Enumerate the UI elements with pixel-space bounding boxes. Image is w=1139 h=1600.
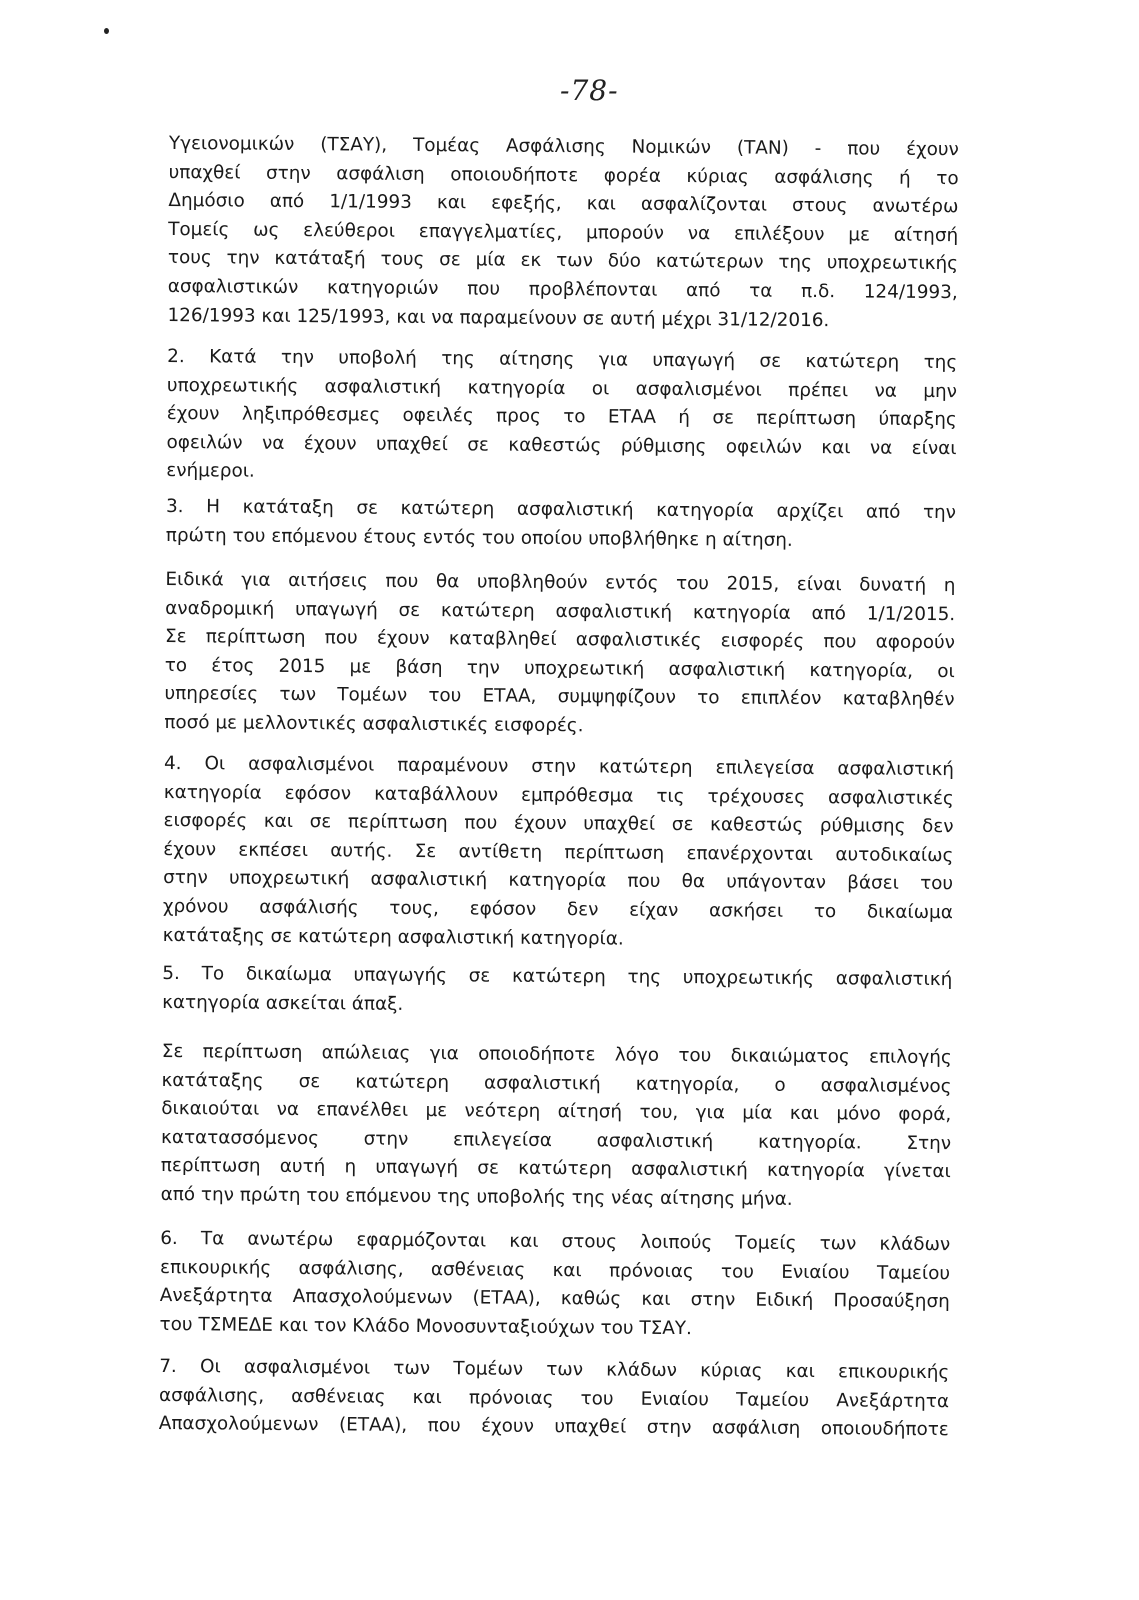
page-number: -78- [560, 74, 619, 107]
text-line: έχουν εκπέσει αυτής. Σε αντίθετη περίπτωση επανέρχονται αυτοδικαίως [163, 838, 954, 866]
text-line: υπηρεσίες των Τομέων του ΕΤΑΑ, συμψηφίζουν το επιπλέον καταβληθέν [164, 683, 955, 711]
text-line: Ανεξάρτητα Απασχολούμενων (ΕΤΑΑ), καθώς και στην Ειδική Προσαύξηση [159, 1285, 950, 1313]
text-line: δικαιούται να επανέλθει με νεότερη αίτησή του, για μία και μόνο φορά, [161, 1098, 952, 1126]
text-line: 2. Κατά την υποβολή της αίτησης για υπαγωγή σε κατώτερη της [167, 345, 958, 374]
text-line: υπαχθεί στην ασφάλιση οποιουδήποτε φορέα κύριας ασφάλισης ή το [168, 161, 959, 189]
text-line: ποσό με μελλοντικές ασφαλιστικές εισφορές. [164, 711, 584, 737]
paragraph [163, 750, 955, 956]
paragraph [161, 1038, 952, 1216]
text-line: κατάταξης σε κατώτερη ασφαλιστική κατηγορία, ο ασφαλισμένος [161, 1069, 952, 1097]
paragraph [166, 493, 956, 556]
paragraph [159, 1225, 950, 1346]
text-line: 5. Το δικαίωμα υπαγωγής σε κατώτερη της υποχρεωτικής ασφαλιστική [162, 962, 953, 991]
text-line: κατατασσόμενος στην επιλεγείσα ασφαλιστική κατηγορία. Στην [160, 1126, 952, 1154]
text-line: 3. Η κατάταξη σε κατώτερη ασφαλιστική κατηγορία αρχίζει από την [165, 495, 957, 524]
text-line: 7. Οι ασφαλισμένοι των Τομέων των κλάδων κύριας και επικουρικής [159, 1355, 950, 1384]
text-line: επικουρικής ασφάλισης, ασθένειας και πρόνοιας του Ενιαίου Ταμείου [159, 1256, 951, 1284]
text-line: από την πρώτη του επόμενου της υποβολής της νέας αίτησης μήνα. [160, 1183, 793, 1210]
text-line: Σε περίπτωση απώλειας για οποιοδήποτε λόγο του δικαιώματος επιλογής [161, 1040, 952, 1069]
text-line: Υγειονομικών (ΤΣΑΥ), Τομέας Ασφάλισης Νομικών (ΤΑΝ) - που έχουν [168, 132, 959, 161]
paragraph [159, 1353, 950, 1445]
text-line: 4. Οι ασφαλισμένοι παραμένουν στην κατώτερη επιλεγείσα ασφαλιστική [163, 752, 955, 781]
text-line: περίπτωση αυτή η υπαγωγή σε κατώτερη ασφαλιστική κατηγορία γίνεται [160, 1155, 951, 1183]
text-line: στην υποχρεωτική ασφαλιστική κατηγορία που θα υπάγονταν βάσει του [163, 867, 954, 895]
paragraph [167, 130, 959, 336]
text-line: ασφαλιστικών κατηγοριών που προβλέπονται από τα π.δ. 124/1993, [167, 275, 958, 304]
text-line: πρώτη του επόμενου έτους εντός του οποίου υποβλήθηκε η αίτηση. [165, 524, 793, 551]
text-line: 6. Τα ανωτέρω εφαρμόζονται και στους λοιπούς Τομείς των κλάδων [160, 1227, 951, 1256]
text-line: Τομείς ως ελεύθεροι επαγγελματίες, μπορούν να επιλέξουν με αίτησή [168, 218, 959, 246]
text-line: υποχρεωτικής ασφαλιστική κατηγορία οι ασφαλισμένοι πρέπει να μην [166, 374, 958, 402]
text-line: κατάταξης σε κατώτερη ασφαλιστική κατηγορία. [162, 924, 624, 950]
text-line: 126/1993 και 125/1993, και να παραμείνουν σε αυτή μέχρι 31/12/2016. [167, 304, 830, 331]
text-line: χρόνου ασφάλισής τους, εφόσον δεν είχαν ασκήσει το δικαίωμα [162, 895, 953, 924]
text-line: το έτος 2015 με βάση την υποχρεωτική ασφαλιστική κατηγορία, οι [164, 654, 955, 682]
text-line: κατηγορία εφόσον καταβάλλουν εμπρόθεσμα τις τρέχουσες ασφαλιστικές [163, 781, 954, 809]
text-line: Σε περίπτωση που έχουν καταβληθεί ασφαλιστικές εισφορές που αφορούν [164, 626, 956, 654]
text-line: έχουν ληξιπρόθεσμες οφειλές προς το ΕΤΑΑ ή σε περίπτωση ύπαρξης [166, 403, 957, 431]
paragraph [162, 960, 952, 1023]
text-line: αναδρομική υπαγωγή σε κατώτερη ασφαλιστική κατηγορία από 1/1/2015. [165, 597, 956, 625]
scan-speck [104, 28, 109, 34]
text-line: οφειλών να έχουν υπαχθεί σε καθεστώς ρύθμισης οφειλών και να είναι [166, 431, 957, 459]
text-line: ενήμεροι. [166, 460, 255, 483]
text-line: Ειδικά για αιτήσεις που θα υποβληθούν εντός του 2015, είναι δυνατή η [165, 568, 956, 597]
paragraph [164, 566, 955, 744]
paragraph [166, 343, 957, 492]
text-line: ασφάλισης, ασθένειας και πρόνοιας του Ενιαίου Ταμείου Ανεξάρτητα [158, 1384, 950, 1412]
text-line: Δημόσιο από 1/1/1993 και εφεξής, και ασφαλίζονται στους ανωτέρω [168, 190, 959, 218]
text-line: κατηγορία ασκείται άπαξ. [162, 991, 404, 1015]
text-line: του ΤΣΜΕΔΕ και τον Κλάδο Μονοσυνταξιούχων του ΤΣΑΥ. [159, 1313, 693, 1339]
text-line: Απασχολούμενων (ΕΤΑΑ), που έχουν υπαχθεί στην ασφάλιση οποιουδήποτε [158, 1413, 949, 1441]
text-line: τους την κατάταξή τους σε μία εκ των δύο κατώτερων της υποχρεωτικής [167, 247, 959, 275]
text-line: εισφορές και σε περίπτωση που έχουν υπαχθεί σε καθεστώς ρύθμισης δεν [163, 810, 954, 838]
